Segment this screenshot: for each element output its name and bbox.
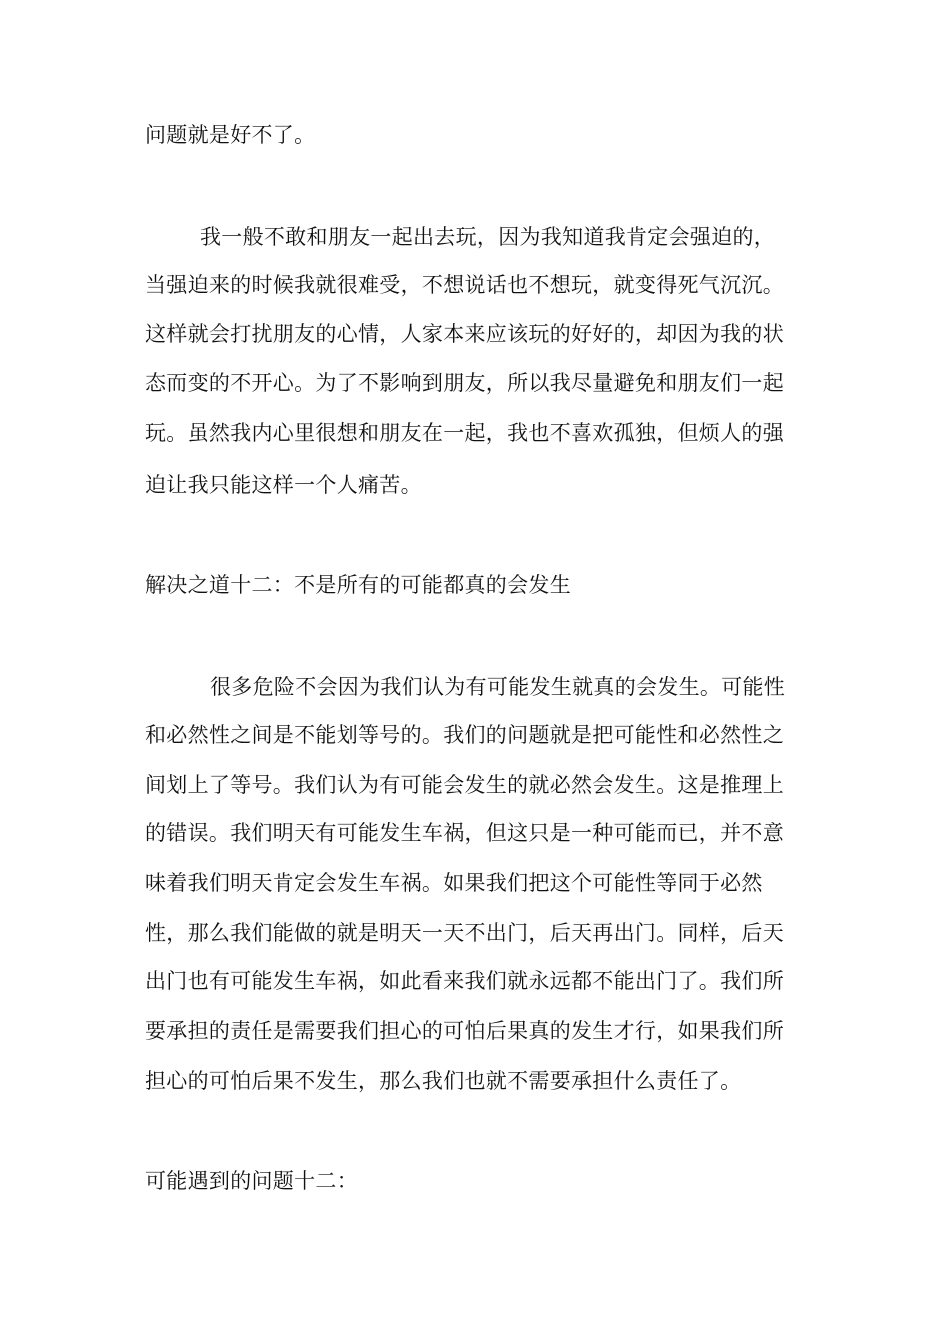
paragraph-2-line-1: 很多危险不会因为我们认为有可能发生就真的会发生。可能性 bbox=[210, 675, 786, 699]
heading-solution-12: 解决之道十二：不是所有的可能都真的会发生 bbox=[145, 573, 571, 597]
paragraph-1-line-3: 这样就会打扰朋友的心情，人家本来应该玩的好好的，却因为我的状 bbox=[145, 322, 784, 346]
paragraph-1-line-5: 玩。虽然我内心里很想和朋友在一起，我也不喜欢孤独，但烦人的强 bbox=[145, 421, 784, 445]
paragraph-1-line-1: 我一般不敢和朋友一起出去玩，因为我知道我肯定会强迫的， bbox=[200, 225, 776, 249]
intro-line: 问题就是好不了。 bbox=[145, 123, 316, 147]
heading-problems-12: 可能遇到的问题十二： bbox=[145, 1169, 358, 1193]
paragraph-2-line-6: 性，那么我们能做的就是明天一天不出门，后天再出门。同样，后天 bbox=[145, 921, 784, 945]
paragraph-2-line-8: 要承担的责任是需要我们担心的可怕后果真的发生才行，如果我们所 bbox=[145, 1019, 784, 1043]
paragraph-1-line-4: 态而变的不开心。为了不影响到朋友，所以我尽量避免和朋友们一起 bbox=[145, 371, 784, 395]
paragraph-1-line-6: 迫让我只能这样一个人痛苦。 bbox=[145, 473, 422, 497]
paragraph-2-line-7: 出门也有可能发生车祸，如此看来我们就永远都不能出门了。我们所 bbox=[145, 969, 784, 993]
paragraph-1-line-2: 当强迫来的时候我就很难受，不想说话也不想玩，就变得死气沉沉。 bbox=[145, 273, 784, 297]
paragraph-2-line-3: 间划上了等号。我们认为有可能会发生的就必然会发生。这是推理上 bbox=[145, 773, 784, 797]
paragraph-2-line-4: 的错误。我们明天有可能发生车祸，但这只是一种可能而已，并不意 bbox=[145, 821, 784, 845]
paragraph-2-line-5: 味着我们明天肯定会发生车祸。如果我们把这个可能性等同于必然 bbox=[145, 871, 763, 895]
paragraph-2-line-2: 和必然性之间是不能划等号的。我们的问题就是把可能性和必然性之 bbox=[145, 723, 784, 747]
paragraph-2-line-9: 担心的可怕后果不发生，那么我们也就不需要承担什么责任了。 bbox=[145, 1069, 742, 1093]
